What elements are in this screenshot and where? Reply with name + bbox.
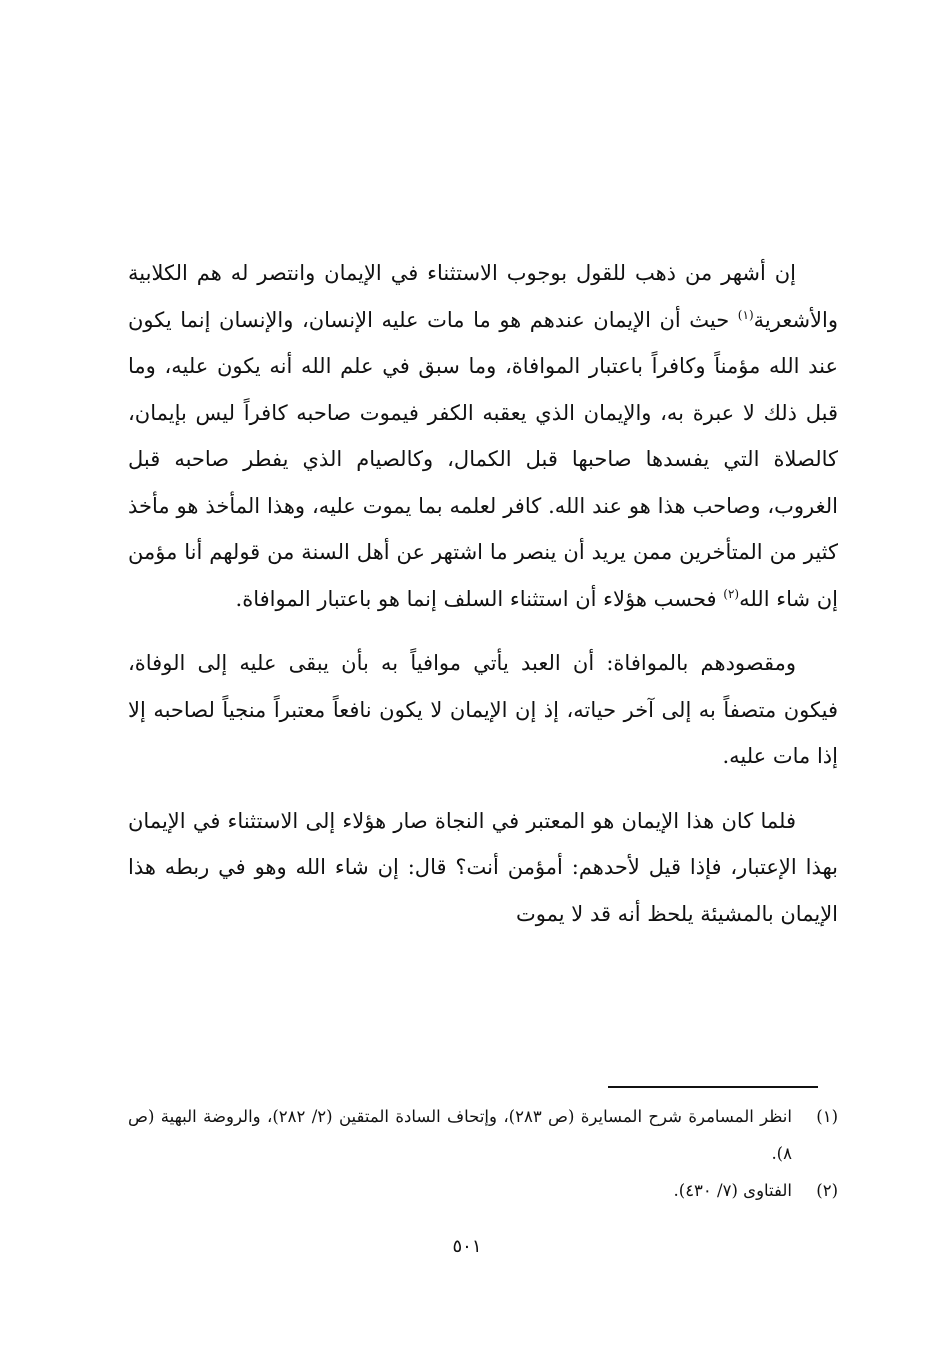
paragraph-2: ومقصودهم بالموافاة: أن العبد يأتي موافياً به بأن يبقى عليه إلى الوفاة، فيكون متصفاً به إلى آخر حياته، إذ إن الإيمان لا يكون نافعاً معتبراً منجياً لصاحبه إلا إذا مات عليه. [128,651,838,768]
footnote-1-number: (١) [816,1107,838,1126]
footnote-1 [128,1098,838,1172]
main-text [128,250,838,955]
paragraph-3: فلما كان هذا الإيمان هو المعتبر في النجاة صار هؤلاء إلى الاستثناء في الإيمان بهذا الإعتبار، فإذا قيل لأحدهم: أمؤمن أنت؟ قال: إن شاء الله وهو في ربطه هذا الإيمان بالمشيئة يلحظ أنه قد لا يموت [128,808,838,926]
footnote-separator [608,1086,818,1088]
paragraph-1-part-3: فحسب هؤلاء أن استثناء السلف إنما هو باعتبار الموافاة. [235,586,724,611]
footnote-1-text: انظر المسامرة شرح المسايرة (ص ٢٨٣)، وإتحاف السادة المتقين (٢/ ٢٨٢)، والروضة البهية (ص ٨). [128,1107,792,1163]
page-number: ٥٠١ [452,1236,482,1257]
footnote-2 [128,1172,838,1209]
footnotes [128,1098,838,1209]
paragraph-1-part-1: إن أشهر من ذهب للقول بوجوب الاستثناء في الإيمان وانتصر له هم الكلابية والأشعرية [128,261,838,332]
paragraph-1 [128,250,838,622]
footnote-2-text: الفتاوى (٧/ ٤٣٠). [673,1181,792,1200]
footnote-ref-1[interactable]: (١) [737,307,754,322]
paragraph-1-part-2: حيث أن الإيمان عندهم هو ما مات عليه الإنسان، والإنسان إنما يكون عند الله مؤمناً وكافراً باعتبار الموافاة، وما سبق في علم الله أنه يكون عليه، وما قبل ذلك لا عبرة به، والإيمان الذي يعقبه الكفر فيموت صاحبه كافراً ليس بإيمان، كالصلاة التي يفسدها صاحبها قبل الكمال، وكالصيام الذي يفطر صاحبه قبل الغروب، وصاحب هذا هو عند الله. كافر لعلمه بما يموت عليه، وهذا المأخذ هو مأخذ كثير من المتأخرين ممن يريد أن ينصر ما اشتهر عن أهل السنة من قولهم أنا مؤمن إن شاء الله [128,307,838,611]
footnote-ref-2[interactable]: (٢) [723,586,740,601]
footnote-2-number: (٢) [816,1181,838,1200]
